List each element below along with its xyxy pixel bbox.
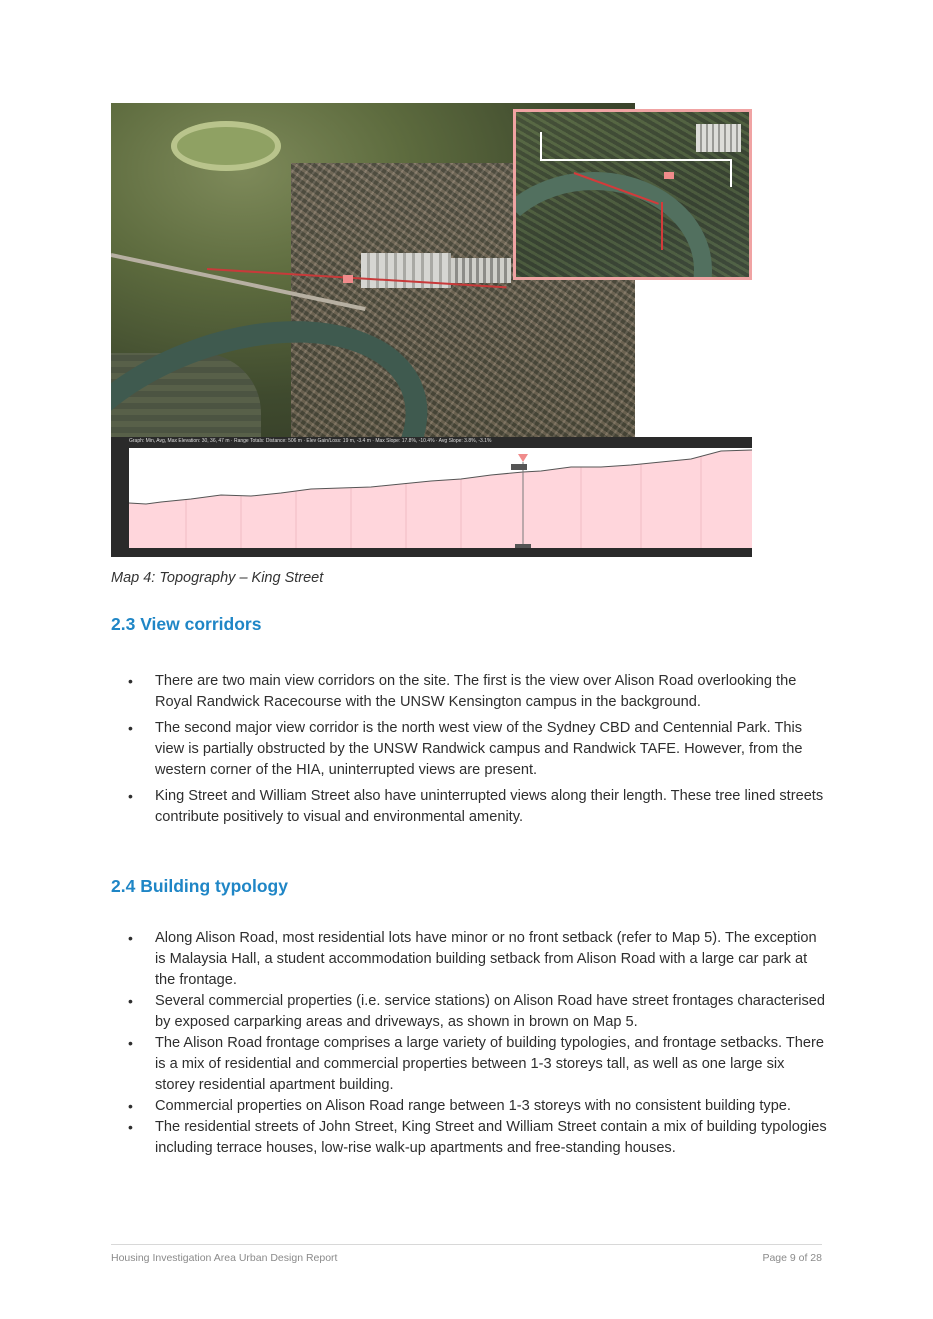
elevation-fill [129, 448, 752, 504]
inset-buildings [696, 124, 741, 152]
list-item: • Several commercial properties (i.e. service stations) on Alison Road have street frontages characterised by exposed carparking areas and driveways, as shown in brown on Map 5. [128, 991, 828, 1033]
inset-red-boundary-side [661, 202, 663, 250]
view-corridors-list [128, 671, 828, 828]
elevation-chart [111, 437, 752, 557]
section-heading-building-typology: 2.4 Building typology [111, 876, 288, 896]
list-item: • The Alison Road frontage comprises a large variety of building typologies, and frontage setbacks. There is a mix of residential and commercial properties between 1-3 storeys tall, as well as one large six storey residential apartment building. [128, 1033, 828, 1096]
inset-white-route-start [540, 132, 542, 160]
footer-report-title: Housing Investigation Area Urban Design Report [111, 1252, 338, 1264]
section-heading-view-corridors: 2.3 View corridors [111, 614, 262, 634]
elevation-header-text: Graph: Min, Avg, Max Elevation: 30, 36, 47 m · Range Totals: Distance: 506 m · Elev Gain/Loss: 19 m, -3.4 m · Max Slope: 17.8%, -10.4% · Avg Slope: 3.8%, -3.1% [129, 438, 492, 444]
inset-marker-icon [664, 172, 674, 179]
elevation-x-axis [111, 548, 752, 557]
elevation-profile [111, 437, 752, 557]
elevation-value-box [511, 464, 527, 470]
inset-white-route [540, 159, 730, 161]
list-item: • King Street and William Street also have uninterrupted views along their length. These tree lined streets contribute positively to visual and environmental amenity. [128, 786, 828, 828]
map-marker-icon [343, 275, 353, 283]
footer-page-number: Page 9 of 28 [762, 1252, 822, 1264]
inset-white-route-end [730, 159, 732, 187]
building-typology-list [128, 928, 828, 1159]
footer-divider [111, 1244, 822, 1245]
golf-course [171, 121, 281, 171]
list-item: • Along Alison Road, most residential lots have minor or no front setback (refer to Map 5). The exception is Malaysia Hall, a student accommodation building setback from Alison Road with a large car park at the frontage. [128, 928, 828, 991]
campus-buildings-east [451, 258, 511, 283]
list-item: • The residential streets of John Street, King Street and William Street contain a mix of building typologies including terrace houses, low-rise walk-up apartments and free-standing houses. [128, 1117, 828, 1159]
list-item: • The second major view corridor is the north west view of the Sydney CBD and Centennial Park. This view is partially obstructed by the UNSW Randwick campus and Randwick TAFE. However, from the western corner of the HIA, uninterrupted views are present. [128, 718, 828, 781]
list-item: • There are two main view corridors on the site. The first is the view over Alison Road overlooking the Royal Randwick Racecourse with the UNSW Kensington campus in the background. [128, 671, 828, 713]
list-item: • Commercial properties on Alison Road range between 1-3 storeys with no consistent building type. [128, 1096, 828, 1117]
inset-map-image [513, 109, 752, 280]
figure-caption: Map 4: Topography – King Street [111, 570, 324, 586]
